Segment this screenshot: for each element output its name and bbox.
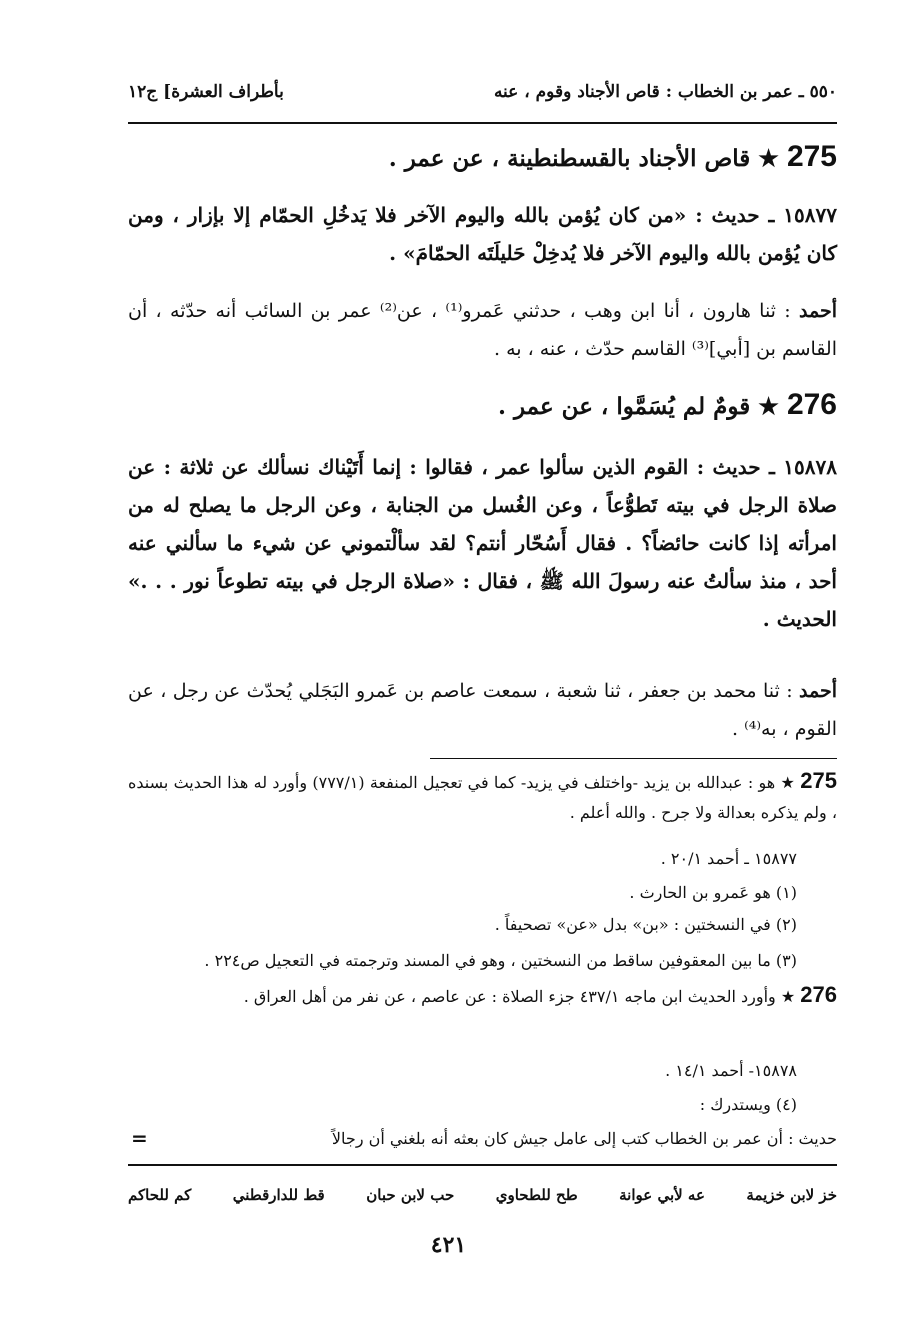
isnad-source: أحمد bbox=[799, 680, 838, 702]
footnote-text: ★ هو : عبدالله بن يزيد -واختلف في يزيد- كما في تعجيل المنفعة (٧٧٧/١) وأورد له هذا الحديث بسنده ، ولم يذكره بعدالة ولا جرح . والله أعلم . bbox=[128, 773, 837, 822]
footnote-number: 276 bbox=[800, 982, 837, 1007]
entry-heading-276 bbox=[128, 388, 837, 422]
header-volume-title: بأطراف العشرة] ج١٢ bbox=[128, 82, 284, 102]
abbreviation-item: خز لابن خزيمة bbox=[746, 1186, 837, 1204]
abbreviation-item: قط للدارقطني bbox=[232, 1186, 325, 1204]
footnote-276 bbox=[128, 980, 837, 1012]
footnote-text: ★ وأورد الحديث ابن ماجه ٤٣٧/١ جزء الصلاة : عن عاصم ، عن نفر من أهل العراق . bbox=[243, 987, 796, 1006]
hadith-15878: ١٥٨٧٨ ـ حديث : القوم الذين سألوا عمر ، فقالوا : إنما أَتَيْناك نسألك عن ثلاثة : عن صلاة الرجل في بيته تَطوُّعاً ، وعن الغُسل من الجنابة ، وعن الرجل ما يصلح له من امرأته إذا كانت حائضاً؟ . فقال أَسُحّار أنتم؟ لقد سألْتموني عن شيء ما سألني عنه أحد ، منذ سألتُ عنه رسولَ الله ﷺ ، فقال : «صلاة الرجل في بيته تطوعاً نور . . .» الحديث . bbox=[128, 455, 837, 631]
isnad-text: : ثنا محمد بن جعفر ، ثنا شعبة ، سمعت عاصم بن عَمرو البَجَلي يُحدّث عن رجل ، عن القوم ، به⁽⁴⁾ . bbox=[128, 680, 837, 740]
header-divider bbox=[128, 122, 837, 124]
isnad-15878 bbox=[128, 672, 837, 748]
entry-title: ★ قومٌ لم يُسَمَّوا ، عن عمر . bbox=[497, 393, 779, 420]
footnote-divider bbox=[430, 758, 837, 759]
footnote-note-1: (١) هو عَمرو بن الحارث . bbox=[629, 883, 797, 902]
entry-number: 275 bbox=[786, 140, 837, 173]
entry-title: ★ قاص الأجناد بالقسطنطينة ، عن عمر . bbox=[388, 145, 779, 172]
abbreviation-item: طح للطحاوي bbox=[495, 1186, 578, 1204]
footnote-275 bbox=[128, 766, 837, 828]
entry-heading-275 bbox=[128, 140, 837, 174]
footnote-15878: ١٥٨٧٨- أحمد ١٤/١ . bbox=[665, 1061, 797, 1080]
abbreviation-item: عه لأبي عوانة bbox=[619, 1186, 705, 1204]
footnote-note-4: (٤) ويستدرك : bbox=[699, 1095, 797, 1114]
abbreviation-item: كم للحاكم bbox=[128, 1186, 192, 1204]
hadith-15877: ١٥٨٧٧ ـ حديث : «من كان يُؤمن بالله واليوم الآخر فلا يَدخُلِ الحمّام إلا بإزار ، ومن كان يُؤمن بالله واليوم الآخر فلا يُدخِلْ حَليلَتَه الحمّامَ» . bbox=[128, 203, 837, 265]
footnote-note-3: (٣) ما بين المعقوفين ساقط من النسختين ، وهو في المسند وترجمته في التعجيل ص٢٢٤ . bbox=[204, 951, 797, 970]
isnad-text: : ثنا هارون ، أنا ابن وهب ، حدثني عَمرو⁽¹⁾ ، عن⁽²⁾ عمر بن السائب أنه حدّثه ، أن القاسم بن [أبي]⁽³⁾ القاسم حدّث ، عنه ، به . bbox=[128, 300, 837, 360]
footnote-number: 275 bbox=[800, 768, 837, 793]
isnad-source: أحمد bbox=[799, 300, 838, 322]
continuation-mark: = bbox=[131, 1126, 148, 1150]
footnote-note-4-text: حديث : أن عمر بن الخطاب كتب إلى عامل جيش كان بعثه أنه بلغني أن رجالاً bbox=[331, 1129, 837, 1148]
footnote-note-2: (٢) في النسختين : «بن» بدل «عن» تصحيفاً . bbox=[494, 915, 797, 934]
abbreviation-item: حب لابن حبان bbox=[366, 1186, 455, 1204]
isnad-15877 bbox=[128, 292, 837, 368]
abbreviations-legend bbox=[128, 1186, 837, 1204]
page-number: ٤٢١ bbox=[430, 1232, 467, 1258]
header-chapter-title: ٥٥٠ ـ عمر بن الخطاب : قاص الأجناد وقوم ، عنه bbox=[493, 82, 837, 102]
running-header bbox=[128, 76, 837, 108]
bottom-divider bbox=[128, 1164, 837, 1166]
entry-number: 276 bbox=[786, 388, 837, 421]
footnote-15877: ١٥٨٧٧ ـ أحمد ٢٠/١ . bbox=[660, 849, 797, 868]
